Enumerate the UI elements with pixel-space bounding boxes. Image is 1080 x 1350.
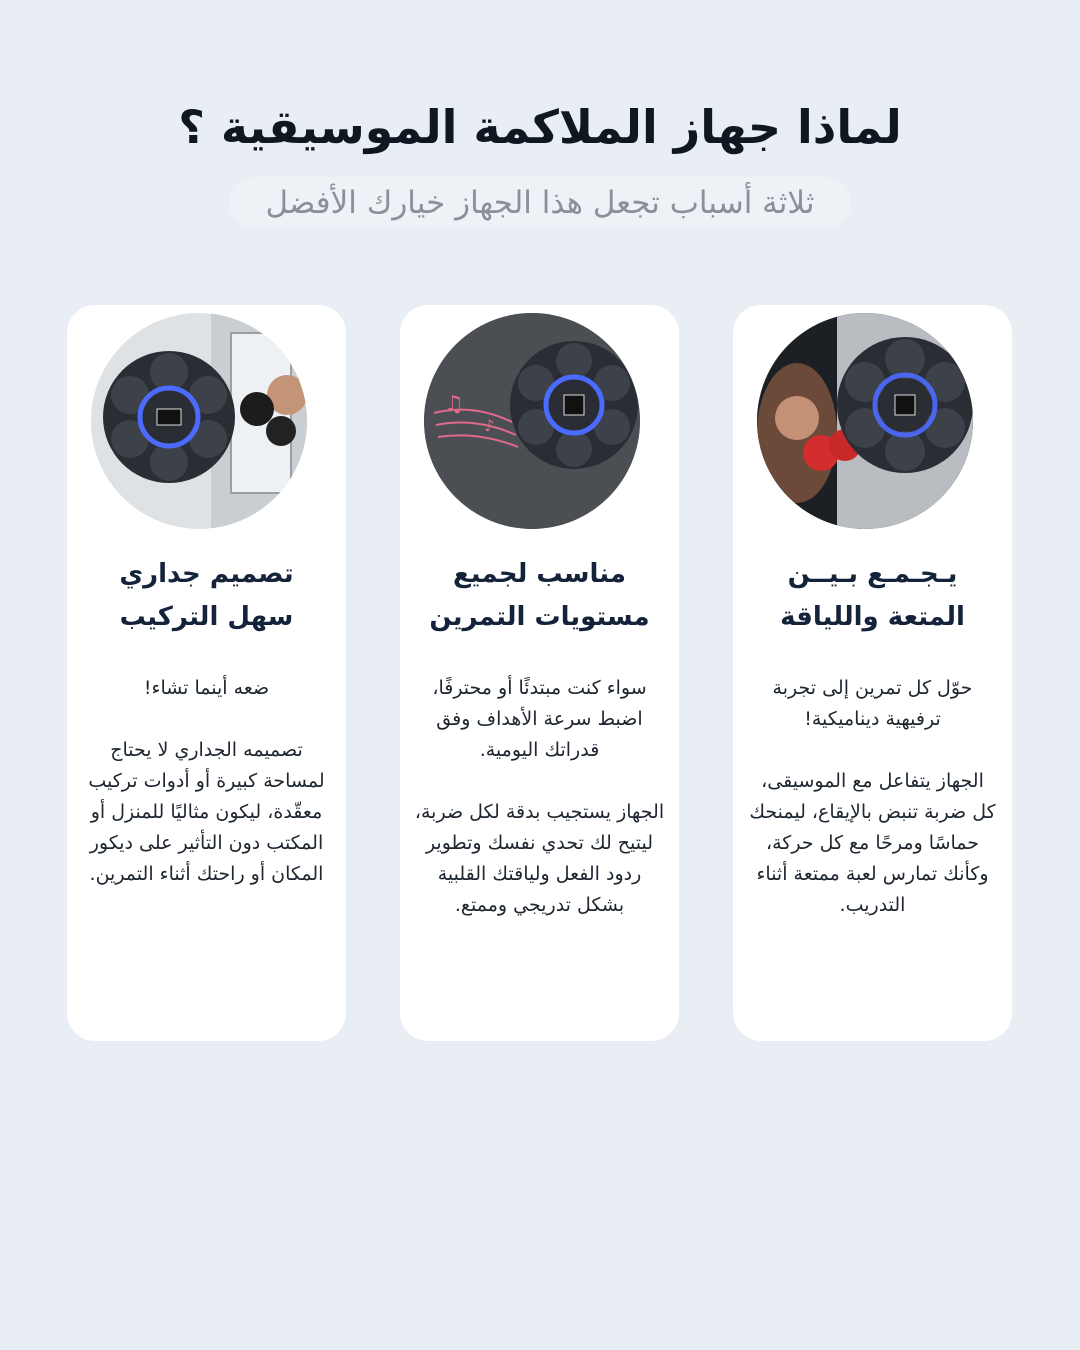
- card-title: [77, 553, 336, 639]
- card-title-line: مناسب لجميع: [453, 559, 626, 589]
- wall-mounted-machine-man-photo: [91, 313, 307, 529]
- reason-card-fun-fitness: [733, 305, 1012, 1041]
- reasons-cards: [67, 305, 1013, 1041]
- card-description: [747, 673, 998, 921]
- reason-card-all-levels: [400, 305, 679, 1041]
- card-title: [410, 553, 669, 639]
- card-title-line: تصميم جداري: [119, 559, 294, 589]
- card-paragraph: الجهاز يستجيب بدقة لكل ضربة، ليتيح لك تحدي نفسك وتطوير ردود الفعل ولياقتك القلبية بشكل تدريجي وممتع.: [414, 801, 665, 916]
- page-subtitle: ثلاثة أسباب تجعل هذا الجهاز خيارك الأفضل: [265, 185, 815, 221]
- card-paragraph: تصميمه الجداري لا يحتاج لمساحة كبيرة أو أدوات تركيب معقّدة، ليكون مثاليًا للمنزل أو المكتب دون التأثير على ديكور المكان أو راحتك أثناء التمرين.: [88, 739, 325, 885]
- card-description: [414, 673, 665, 921]
- card-title-line: سهل التركيب: [119, 602, 294, 632]
- card-title-line: المتعة واللياقة: [780, 602, 965, 632]
- svg-text:♪: ♪: [484, 416, 495, 435]
- card-paragraph: الجهاز يتفاعل مع الموسيقى، كل ضربة تنبض بالإيقاع، ليمنحك حماسًا ومرحًا مع كل حركة، وكأنك تمارس لعبة ممتعة أثناء التدريب.: [749, 770, 996, 916]
- card-title-line: مستويات التمرين: [429, 602, 650, 632]
- reason-card-wall-design: [67, 305, 346, 1041]
- svg-text:♫: ♫: [444, 392, 464, 417]
- card-paragraph: سواء كنت مبتدئًا أو محترفًا، اضبط سرعة الأهداف وفق قدراتك اليومية.: [432, 677, 647, 761]
- header: [0, 95, 1080, 229]
- card-paragraph: ضعه أينما تشاء!: [143, 677, 270, 699]
- subtitle-pill: [229, 177, 850, 229]
- boxer-red-gloves-machine-photo: [757, 313, 973, 529]
- boxing-machine-music-notes-photo: [424, 313, 640, 529]
- card-paragraph: حوّل كل تمرين إلى تجربة ترفيهية ديناميكية!: [772, 677, 973, 730]
- page-title: لماذا جهاز الملاكمة الموسيقية ؟: [178, 100, 902, 154]
- card-description: [81, 673, 332, 890]
- card-title: [743, 553, 1002, 639]
- card-title-line: يـجـمـع بـيــن: [787, 559, 958, 589]
